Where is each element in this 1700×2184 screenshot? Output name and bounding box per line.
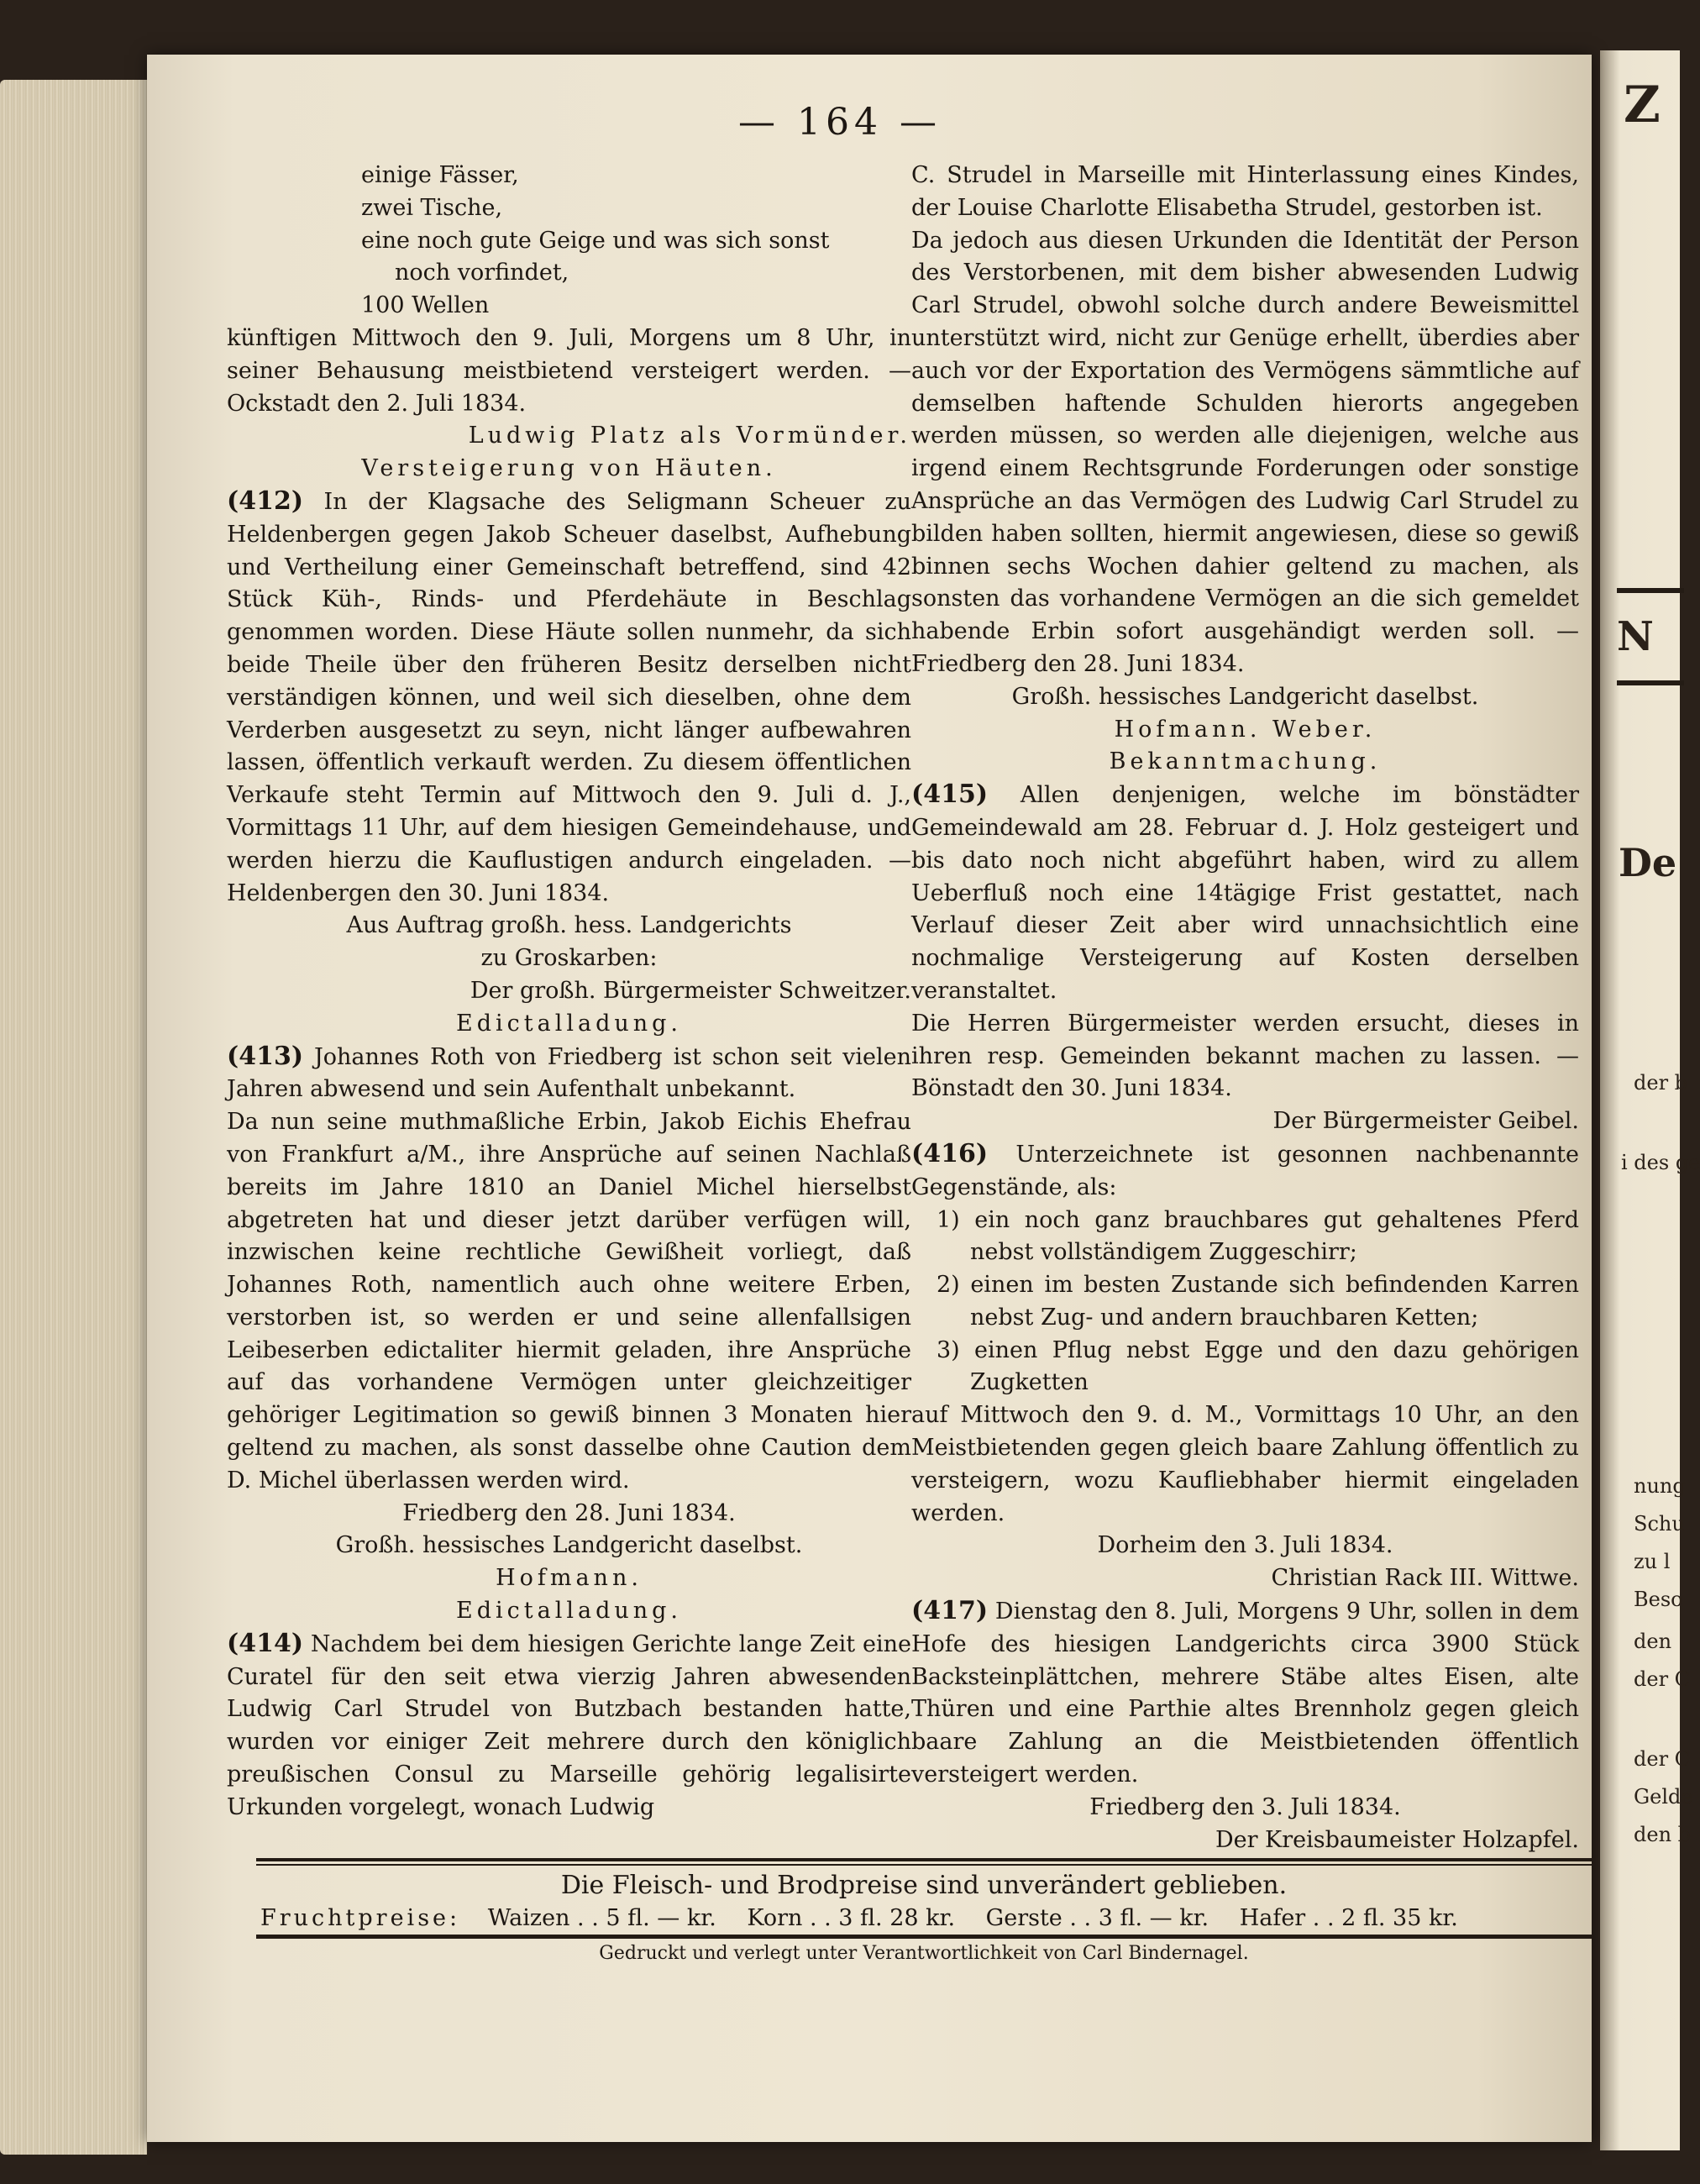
fruit-prices-label: Fruchtpreise: bbox=[260, 1905, 461, 1931]
text-line bbox=[227, 910, 911, 942]
text-line bbox=[911, 714, 1579, 747]
text-line bbox=[227, 1595, 911, 1628]
fruit-price-wheat: Waizen . . 5 fl. — kr. bbox=[487, 1905, 716, 1931]
text-line bbox=[227, 942, 911, 975]
notice-text: Friedberg den 28. Juni 1834. bbox=[402, 1499, 736, 1526]
text-line bbox=[911, 1399, 1579, 1530]
notice-text: In der Klagsache des Seligmann Scheuer zu Heldenbergen gegen Jakob Scheuer daselbst, Aufhebung und Vertheilung einer Gemeinschaft betreffend, sind 42 Stück Küh-, Rinds- und Pferdehäute in Beschlag genommen worden. Diese Häute sollen nunmehr, da sich beide Theile über den früheren Besitz derselben nicht verständigen können, und weil sich dieselben, ohne dem Verderben ausgesetzt zu seyn, nicht länger aufbewahren lassen, öffentlich verkauft werden. Zu diesem öffentlichen Verkaufe steht Termin auf Mittwoch den 9. Juli d. J., Vormittags 11 Uhr, auf dem hiesigen Gemeindehause, und werden hierzu die Kauflustigen andurch eingeladen. — Heldenbergen den 30. Juni 1834. bbox=[227, 488, 911, 906]
notice-text: 100 Wellen bbox=[361, 292, 490, 319]
text-line bbox=[911, 160, 1579, 225]
fruit-prices-row bbox=[260, 1903, 1587, 1935]
text-line bbox=[227, 323, 911, 420]
notice-text: Ludwig Platz als Vormünder. bbox=[468, 423, 911, 449]
notice-number: (415) bbox=[911, 780, 989, 810]
text-line bbox=[227, 225, 911, 258]
notice-text: Bekanntmachung. bbox=[1109, 748, 1382, 775]
next-page-fragment: nung bbox=[1634, 1474, 1686, 1498]
notice-text: Da nun seine muthmaßliche Erbin, Jakob Eichis Ehefrau von Frankfurt a/M., ihre Ansprüche auf seinen Nachlaß bereits im Jahre 1810 an Daniel Michel hierselbst abgetreten hat und dieser jetzt darüber verfügen will, inzwischen keine rechtliche Gewißheit vorliegt, daß Johannes Roth, namentlich auch ohne weitere Erben, verstorben ist, so werden er und seine allenfallsigen Leibeserben edictaliter hiermit geladen, ihre Ansprüche auf das vorhandene Vermögen unter gleichzeitiger gehöriger Legitimation so gewiß binnen 3 Monaten hier geltend zu machen, als sonst dasselbe ohne Caution dem D. Michel überlassen werden wird. bbox=[227, 1109, 911, 1494]
next-page-fragment: Gelde bbox=[1634, 1785, 1693, 1809]
text-line bbox=[911, 1824, 1579, 1857]
notice-paragraph bbox=[911, 1595, 1579, 1792]
notice-text: Allen denjenigen, welche im bönstädter Gemeindewald am 28. Februar d. J. Holz gesteigert und bis dato noch nicht abgeführt haben, wird zu allem Ueberfluß noch eine 14tägige Frist gestattet, nach Verlauf dieser Zeit aber wird unnachsichtlich eine nochmalige Versteigerung auf Kosten derselben veranstaltet. bbox=[911, 782, 1579, 1004]
notice-paragraph bbox=[911, 1138, 1579, 1205]
page-number: — 164 — bbox=[738, 101, 942, 144]
book-page-edges bbox=[0, 80, 147, 2155]
text-line bbox=[911, 1205, 1579, 1270]
notice-text: Großh. hessisches Landgericht daselbst. bbox=[1011, 683, 1479, 710]
notice-text: zwei Tische, bbox=[361, 194, 503, 221]
notice-text: Friedberg den 3. Juli 1834. bbox=[1089, 1793, 1401, 1820]
notice-text: Unterzeichnete ist gesonnen nachbenannte Gegenstände, als: bbox=[911, 1141, 1579, 1200]
notice-text: Dienstag den 8. Juli, Morgens 9 Uhr, sollen in dem Hofe des hiesigen Landgerichts circa 3900 Stück Backsteinplättchen, mehrere Stäbe altes Eisen, alte Thüren und eine Parthie altes Brennholz gegen gleich baare Zahlung an die Meistbietenden öffentlich versteigert werden. bbox=[911, 1599, 1579, 1788]
text-line bbox=[911, 681, 1579, 714]
next-page-fragment: der b bbox=[1634, 1071, 1688, 1095]
text-line bbox=[227, 192, 911, 225]
notice-paragraph bbox=[227, 1628, 911, 1824]
text-line bbox=[227, 160, 911, 192]
notice-text: Christian Rack III. Wittwe. bbox=[1271, 1565, 1579, 1592]
next-page-fragment: N bbox=[1617, 613, 1654, 660]
footer-rule-bottom bbox=[256, 1935, 1592, 1939]
notice-text: Großh. hessisches Landgericht daselbst. bbox=[335, 1532, 803, 1559]
text-line bbox=[911, 1008, 1579, 1105]
fruit-price-rye: Korn . . 3 fl. 28 kr. bbox=[747, 1905, 956, 1931]
next-page-fragment: den bbox=[1634, 1630, 1672, 1653]
next-page-fragment: i des ge bbox=[1621, 1151, 1700, 1174]
notice-text: noch vorfindet, bbox=[395, 260, 569, 286]
notice-text: einige Fässer, bbox=[361, 162, 519, 188]
notice-text: Die Herren Bürgermeister werden ersucht, dieses in ihren resp. Gemeinden bekannt machen zu lassen. — Bönstadt den 30. Juni 1834. bbox=[911, 1010, 1579, 1102]
text-line bbox=[911, 746, 1579, 779]
notice-number: (416) bbox=[911, 1138, 989, 1168]
notice-text: künftigen Mittwoch den 9. Juli, Morgens um 8 Uhr, in seiner Behausung meistbietend versteigert werden. — Ockstadt den 2. Juli 1834. bbox=[227, 324, 911, 417]
notice-number: (412) bbox=[227, 486, 304, 516]
notice-text: 2) einen im besten Zustande sich befindenden Karren nebst Zug- und andern brauchbaren Ketten; bbox=[937, 1272, 1579, 1331]
text-line bbox=[227, 1498, 911, 1530]
notice-number: (414) bbox=[227, 1628, 304, 1658]
notice-paragraph bbox=[227, 486, 911, 910]
notice-text: Hofmann. Weber. bbox=[1114, 716, 1377, 743]
text-line bbox=[227, 257, 911, 290]
text-line bbox=[227, 1562, 911, 1595]
notice-text: Der Kreisbaumeister Holzapfel. bbox=[1215, 1826, 1579, 1853]
text-line bbox=[911, 1562, 1579, 1595]
next-page-fragment: De bbox=[1619, 840, 1677, 885]
notice-text: Da jedoch aus diesen Urkunden die Identität der Person des Verstorbenen, mit dem bisher abwesenden Ludwig Carl Strudel, obwohl solche durch andere Beweismittel unterstützt wird, nicht zur Genüge erhellt, überdies aber auch vor der Exportation des Vermögens sämmtliche auf demselben haftende Schulden hierorts angegeben werden müssen, so werden alle diejenigen, welche aus irgend einem Rechtsgrunde Forderungen oder sonstige Ansprüche an das Vermögen des Ludwig Carl Strudel zu bilden haben sollten, hiermit angewiesen, diese so gewiß binnen sechs Wochen dahier geltend zu machen, als sonsten das vorhandene Vermögen an die sich gemeldet habende Erbin sofort ausgehändigt werden soll. — Friedberg den 28. Juni 1834. bbox=[911, 227, 1579, 677]
footer-rule-top bbox=[256, 1858, 1592, 1861]
notice-text: Hofmann. bbox=[496, 1565, 643, 1592]
left-column bbox=[227, 160, 911, 1824]
text-line bbox=[911, 1269, 1579, 1335]
notice-text: Aus Auftrag großh. hess. Landgerichts bbox=[346, 912, 792, 939]
next-page-rule bbox=[1617, 588, 1684, 593]
notice-text: Der Bürgermeister Geibel. bbox=[1272, 1108, 1579, 1135]
next-page-fragment: der C bbox=[1634, 1747, 1691, 1771]
fruit-price-barley: Gerste . . 3 fl. — kr. bbox=[985, 1905, 1209, 1931]
notice-text: Dorheim den 3. Juli 1834. bbox=[1097, 1532, 1393, 1559]
text-line bbox=[227, 453, 911, 486]
notice-text: Nachdem bei dem hiesigen Gerichte lange Zeit eine Curatel für den seit etwa vierzig Jahren abwesenden Ludwig Carl Strudel von Butzbach bestanden hatte, wurden vor einiger Zeit mehrere durch den königlich preußischen Consul zu Marseille gehörig legalisirte Urkunden vorgelegt, wonach Ludwig bbox=[227, 1630, 911, 1820]
notice-text: Johannes Roth von Friedberg ist schon seit vielen Jahren abwesend und sein Aufenthalt unbekannt. bbox=[227, 1043, 911, 1103]
notice-number: (417) bbox=[911, 1596, 989, 1626]
fruit-price-oats: Hafer . . 2 fl. 35 kr. bbox=[1239, 1905, 1458, 1931]
text-line bbox=[227, 975, 911, 1008]
text-line bbox=[911, 225, 1579, 681]
notice-text: auf Mittwoch den 9. d. M., Vormittags 10 Uhr, an den Meistbietenden gegen gleich baare Zahlung öffentlich zu versteigern, wozu Kaufliebhaber hiermit eingeladen werden. bbox=[911, 1402, 1579, 1526]
meat-bread-prices-note: Die Fleisch- und Brodpreise sind unverändert geblieben. bbox=[560, 1871, 1288, 1900]
notice-text: 1) ein noch ganz brauchbares gut gehaltenes Pferd nebst vollständigem Zuggeschirr; bbox=[937, 1206, 1579, 1266]
adjacent-page-fragment bbox=[1600, 50, 1700, 2150]
text-line bbox=[227, 290, 911, 323]
text-line bbox=[911, 1530, 1579, 1562]
text-line bbox=[911, 1105, 1579, 1138]
notice-text: Edictalladung. bbox=[456, 1598, 682, 1625]
text-line bbox=[227, 1008, 911, 1041]
right-column bbox=[911, 160, 1579, 1856]
text-line bbox=[227, 1106, 911, 1498]
notice-text: Der großh. Bürgermeister Schweitzer. bbox=[470, 977, 911, 1004]
text-line bbox=[911, 1335, 1579, 1400]
text-line bbox=[911, 1792, 1579, 1824]
next-page-fragment: Schu bbox=[1634, 1512, 1685, 1536]
notice-text: Edictalladung. bbox=[456, 1010, 682, 1037]
footer-rule-top-thin bbox=[256, 1864, 1592, 1866]
notice-number: (413) bbox=[227, 1041, 304, 1071]
next-page-fragment: Beso bbox=[1634, 1588, 1683, 1611]
notice-text: eine noch gute Geige und was sich sonst bbox=[361, 227, 830, 254]
next-page-fragment: Z bbox=[1624, 76, 1661, 134]
notice-text: 3) einen Pflug nebst Egge und den dazu gehörigen Zugketten bbox=[937, 1336, 1579, 1396]
next-page-fragment: den b bbox=[1634, 1823, 1692, 1846]
text-line bbox=[227, 420, 911, 453]
printer-imprint: Gedruckt und verlegt unter Verantwortlichkeit von Carl Bindernagel. bbox=[599, 1943, 1249, 1964]
notice-text: Versteigerung von Häuten. bbox=[361, 455, 777, 482]
next-page-fragment: der C bbox=[1634, 1667, 1691, 1691]
text-line bbox=[227, 1530, 911, 1562]
notice-paragraph bbox=[911, 779, 1579, 1008]
notice-text: C. Strudel in Marseille mit Hinterlassung eines Kindes, der Louise Charlotte Elisabetha Strudel, gestorben ist. bbox=[911, 162, 1579, 221]
next-page-fragment: zu l bbox=[1634, 1550, 1671, 1573]
next-page-rule bbox=[1617, 680, 1684, 685]
notice-paragraph bbox=[227, 1041, 911, 1107]
notice-text: zu Groskarben: bbox=[480, 945, 658, 972]
